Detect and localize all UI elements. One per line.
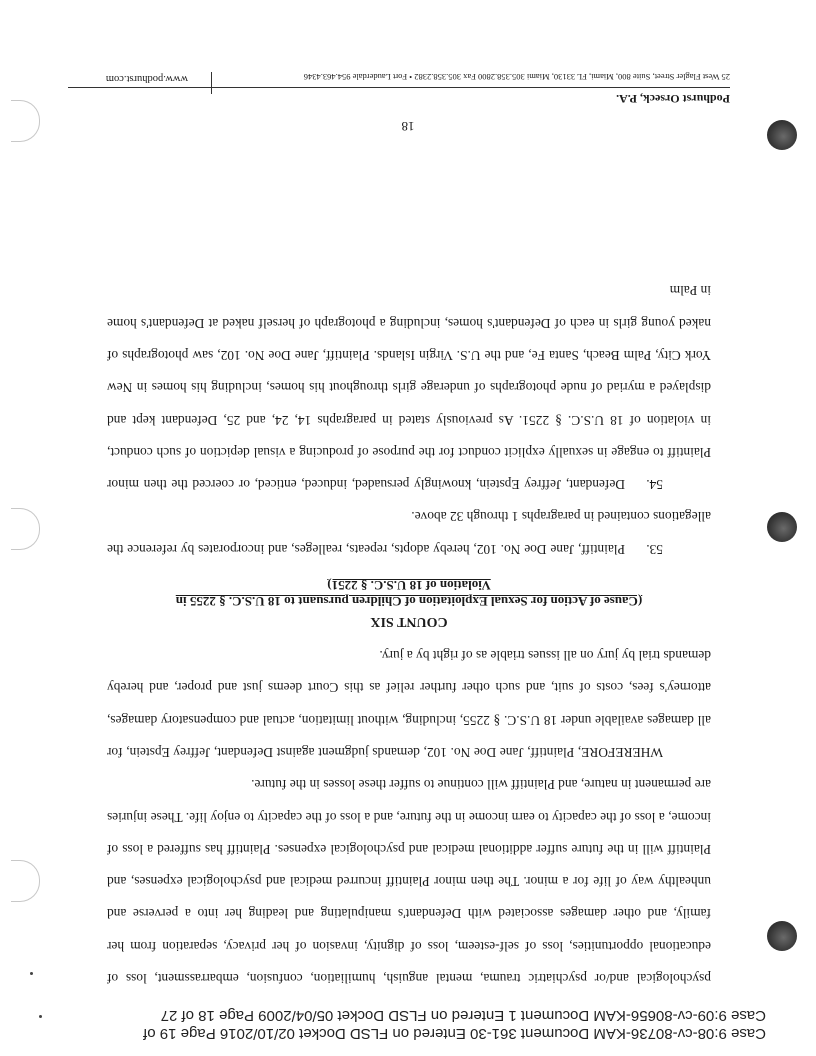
scan-speck bbox=[39, 1015, 42, 1018]
page-number: 18 bbox=[401, 119, 415, 134]
count-heading bbox=[107, 577, 711, 629]
firm-website: www.podhurst.com bbox=[105, 73, 188, 84]
punch-hole-outline-middle bbox=[11, 508, 40, 550]
paragraph-text: Plaintiff, Jane Doe No. 102, hereby adopts, repeats, realleges, and incorporates by reference the allegations contained in paragraphs 1 through 32 above. bbox=[107, 509, 711, 557]
firm-address: 25 West Flagler Street, Suite 800, Miami, FL 33130, Miami 305.358.2800 Fax 305.358.2382 • Fort Lauderdale 954.463.4346 bbox=[303, 72, 730, 82]
punch-hole-outline-bottom bbox=[11, 100, 40, 142]
paragraph-54 bbox=[107, 274, 711, 500]
wherefore-clause: WHEREFORE, Plaintiff, Jane Doe No. 102, demands judgment against Defendant, Jeffrey Epstein, for all damages available under 18 U.S.C. § 2255, including, without limitation, actual and compensatory damages, attorney's fees, costs of suit, and such other further relief as this Court deems just and proper, and hereby demands trial by jury on all issues triable as of right by a jury. bbox=[107, 648, 711, 760]
paragraph-continued: psychological and/or psychiatric trauma, mental anguish, humiliation, confusion, embarrassment, loss of educational opportunities, loss of self-esteem, loss of dignity, invasion of her privacy, separation from her family, and other damages associated with Defendant's manipulating and leading her into a perverse and unhealthy way of life for a minor. The then minor Plaintiff incurred medical and psychological expenses, and Plaintiff will in the future suffer additional medical and psychological expenses. Plaintiff has suffered a loss of income, a loss of the capacity to earn income in the future, and a loss of the capacity to enjoy life. These injuries are permanent in nature, and Plaintiff will continue to suffer these losses in the future. bbox=[107, 777, 711, 986]
firm-name: Podhurst Orseck, P.A. bbox=[616, 92, 730, 106]
punch-hole-bottom bbox=[767, 120, 797, 150]
stamp-line-2: Case 9:09-cv-80656-KAM Document 1 Entered on FLSD Docket 05/04/2009 Page 18 of 27 bbox=[160, 1007, 766, 1024]
paragraph-number: 53. bbox=[646, 541, 663, 557]
court-filing-stamp bbox=[46, 1006, 766, 1042]
footer-divider bbox=[68, 87, 730, 88]
punch-hole-middle bbox=[767, 512, 797, 542]
count-subtitle-line-1: (Cause of Action for Sexual Exploitation of Children pursuant to 18 U.S.C. § 2255 in bbox=[175, 593, 643, 609]
count-subtitle-line-2: Violation of 18 U.S.C. § 2251) bbox=[327, 577, 491, 593]
scan-speck bbox=[30, 972, 33, 975]
document-body bbox=[107, 274, 711, 994]
punch-hole-top bbox=[767, 921, 797, 951]
paragraph-text: Defendant, Jeffrey Epstein, knowingly persuaded, induced, enticed, or coerced the then minor Plaintiff to engage in sexually explicit conduct for the purpose of producing a visual depiction of such conduct, in violation of 18 U.S.C. § 2251. As previously stated in paragraphs 14, 24, and 25, Defendant kept and displayed a myriad of nude photographs of underage girls throughout his homes, including his homes in New York City, Palm Beach, Santa Fe, and the U.S. Virgin Islands. Plaintiff, Jane Doe No. 102, saw photographs of naked young girls in each of Defendant's homes, including a photograph of herself naked at Defendant's home in Palm bbox=[107, 283, 711, 493]
footer-separator bbox=[211, 72, 212, 94]
paragraph-number: 54. bbox=[646, 477, 663, 493]
paragraph-53 bbox=[107, 500, 711, 565]
count-title: COUNT SIX bbox=[370, 613, 448, 629]
punch-hole-outline-top bbox=[11, 860, 40, 902]
stamp-line-1: Case 9:08-cv-80736-KAM Document 361-30 Entered on FLSD Docket 02/10/2016 Page 19 of bbox=[143, 1025, 766, 1042]
